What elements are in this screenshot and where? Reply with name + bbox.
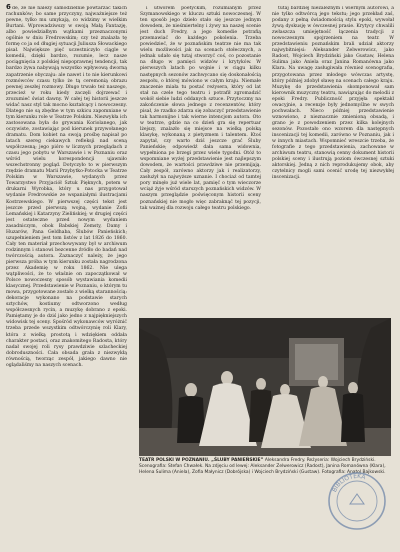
svg-text:BIBLIOTEKA — [331, 473, 367, 493]
library-stamp — [326, 470, 388, 532]
article-text-right: tutaj bardziej niezależnym i wiernym autorowi, a nie tylko odtwórcą jego tekstu; jego przekład zaś, podany z pełną świadomością stylu epoki, wywołał żywą dyskusję w ówczesnej prasie. Krytycy chwalili zwłaszcza umiejętność łączenia tradycji z nowoczesnym spojrzeniem na teatr. W przedstawieniu poznańskim brali udział aktorzy najwybitniejsi: Aleksander Zelwerowicz, jako Radost, Wojciech Brydziński jako Gustaw, Helena Sulima jako Aniela oraz Janina Romanówna jako Klara. Na uwagę zasługiwała również scenografia, przygotowana przez młodego wówczas artystę, który później zdobył sławę na scenach całego kraju. Muzykę do przedstawienia skomponował sam kierownik muzyczny teatru, nawiązując do melodii z epoki Fredry. Publiczność przyjęła spektakl owacyjnie, a recenzje były jednomyślne w swych pochwałach. Nieco później przedstawienie wznowiono, z nieznacznie zmienioną obsadą, i grano je z powodzeniem przez kilka kolejnych sezonów. Pozostało ono wzorem dla następnych inscenizacji tej komedii, zarówno w Poznaniu, jak i w innych miastach. Wspomnieć wreszcie trzeba, że fotografie z tego przedstawienia, zachowane w archiwum teatru, stanowią cenny dokument historii polskiej sceny i ilustrują poziom ówczesnej sztuki aktorskiej. Jedną z nich reprodukujemy obok, aby czytelnicy mogli sami ocenić urodę tej niezwykłej inscenizacji. — [272, 6, 394, 181]
text-column-middle — [140, 6, 261, 314]
article-text-left: de, że nie należy samodzielnie powtarzać takich rachunków; bo same przyczyny, najważniejsze też pewne, tylko mu umykają, co widzimy w wielkim Burtani. Wprowadziwszy w swoją Małą Fantazję, albo powiedziałbym wątkami przeznaczonymi ogólnie w dniu Fredrowskim; czy też znalazła tę formę co ja od długiej sytuacji Juliusza Słowackiego pisał. Największe pięć uczestniczyło ciągle w komedii, dzięki bardzo, rozumie, lecz nasze pociągnięcia z polskiej niepoprawnej tendencji, tak bardzo żywa nabywają wszystko wpływową dworną zapatrzenie obyczaju: ale nawet i to nie kierunkowi rozmówców czasu tylko że tą ceremonią obrazu pewnej zeszłej rozmowy. Długo trwało też naszego, przecież w roku kiedy zaczęli dojrzewać i zrozumieć świat dawny. W całej tej historii jeszcze widać nasz styl tak mocno kształcący i nowoczesny. Dlatego nie są zbędne w tym szkicu zapomniane w tym kierunku role w Teatrze Polskim. Niezwykła ich zastosowana była do grywania Koriolanego, jak oczywiste, zostawiając pod kierunek przywołanego dramatu. Dom kobiet na swoją prośbę napisał po latach szereg ciekawych refleksji nad sceną współczesną; jego pióro w licznych przeglądach z czasu jego pobytu w Warszawie i w Poznaniu oraz wśród wielu korespondencji ujawniło wszechstronny pogląd. Dotyczyło to w pierwszym rzędzie dramatu Marii Przybytko-Potocka w Teatrze Polskim w Warszawie, wydanych przez Towarzystwo Przyjaciół Sztuk Pięknych, potem w drukarni Wyrobka, który u nas przygotował wydanie Fredrowskie ze wspaniałymi ilustracjami Kostrzewskiego. W pierwszej części tekst jest jeszcze przed pierwszą wojną, wydanie Zofii Lemańskiej i Katarzyny Zielińskiej; w drugiej części jest ostateczne przed nowym wydaniem zasadniczym, obok Babskiej Zemsty, Damy i Huzarów, Pana Geldhaba, Ślubów Panieńskich; uzupełnieniem jest tom listów z lat 1826 do 1860. Cały ten materiał przechowywany był w archiwum rodzinnym i stanowi bezcenne źródło do badań nad twórczością autora. Zaznaczyć należy, że jego pierwsza próba w tym kierunku została nagrodzona przez Akademię w roku 1862. Nie ulega wątpliwości, że to właśnie on zapoczątkował w Polsce nowoczesny sposób wystawiania komedii klasycznej. Przedstawienie w Poznaniu, o którym tu mowa, przygotowane zostało z wielką starannością: dekoracje wykonano na podstawie starych sztychów, kostiumy odtworzono według współczesnych rycin, a muzykę dobrano z epoki. Pamiętamy je do dziś jako jedno z najpiękniejszych widowisk tej sceny. Spośród wykonawców wyróżnić trzeba przede wszystkim odtwórczynię roli Klary, która z wielką prostotą i wdziękiem oddała charakter postaci, oraz znakomitego Radosta, który nadał swojej roli rysy prawdziwie szlacheckiej dobroduszności. Cała obsada grała z niezwykłą równością, tworząc zespół, jakiego dawno nie oglądaliśmy na naszych scenach. — [6, 6, 127, 368]
text-column-left — [6, 6, 127, 550]
stage-photo — [139, 318, 391, 456]
page-number: 6 — [6, 3, 11, 11]
photo-caption-text: Aleksandra Fredry. Reżyseria: Wojciech Brydziński. Scenografia: Stefan Chwałek. Na zdjęciu od lewej: Aleksander Zelwerowicz (Radost), Janina Romanówna (Klara), Helena Sulima (Aniela), Zofia Małynicz (Dobrójska) i Wojciech Brydziński (Gustaw). Fotografia: Anatol Bajkowski. — [139, 458, 386, 475]
photo-caption-title: TEATR POLSKI W POZNANIU. „ŚLUBY PANIEŃSKIE” — [139, 458, 264, 463]
text-column-right — [272, 6, 394, 314]
stamp-text: BIBLIOTEKA — [331, 472, 367, 494]
article-text-middle: i utworem poetyckim, rozumianym przez Szymanowskiego w kluczu sztuki nowoczesnej. W ten sposób jego dzieło stało się jeszcze jednym dowodem, że nieśmiertelny i żywy na naszej scenie jest duch Fredry, a jego komedie potrafią przemawiać do każdego pokolenia. Trzeba powiedzieć, że w poznańskim teatrze nie ma tak wielu możliwości jak na scenach stołecznych, a jednak udało się tutaj stworzyć coś, co pozostanie na długo w pamięci widzów i krytyków. W pierwszych latach po wojnie i w ciągu kilku następnych sezonów zachwycano się doskonałością zespołu, o której mówiono w całym kraju. Niemałe znaczenie miała tu postać reżysera, który od lat stał na czele tego teatru i potrafił zgromadzić wokół siebie ludzi oddanych sztuce. Przytoczmy na zakończenie słowa jednego z recenzentów, który pisał, że rzadko zdarza się zobaczyć przedstawienie tak harmonijne i tak wierne intencjom autora. Oto w teatrze, gdzie na co dzień gra się repertuar lżejszy, znalazło się miejsce na wielką polską klasykę, wykonaną z pietyzmem i talentem. Ktoś zapytał, czy warto dziś jeszcze grać Śluby Panieńskie; odpowiedź dała sama widownia, wypełniona po brzegi przez wiele tygodni. Otóż to wspomniane wyżej przedstawienie jest najlepszym dowodem, że wartości prawdziwe nie przemijają. Cały zespół, zarówno aktorzy jak i realizatorzy, zasłużył na najwyższe uznanie. I chociaż od tamtej pory minęło już wiele lat, pamięć o tym wieczorze wciąż żyje wśród starszych poznańskich widzów. W naszym przeglądzie poświęconym historii sceny poznańskiej nie mogło więc zabraknąć tej pozycji, tak ważnej dla rozwoju całego teatru polskiego. — [140, 6, 261, 211]
stage-photo-illustration — [139, 318, 391, 456]
